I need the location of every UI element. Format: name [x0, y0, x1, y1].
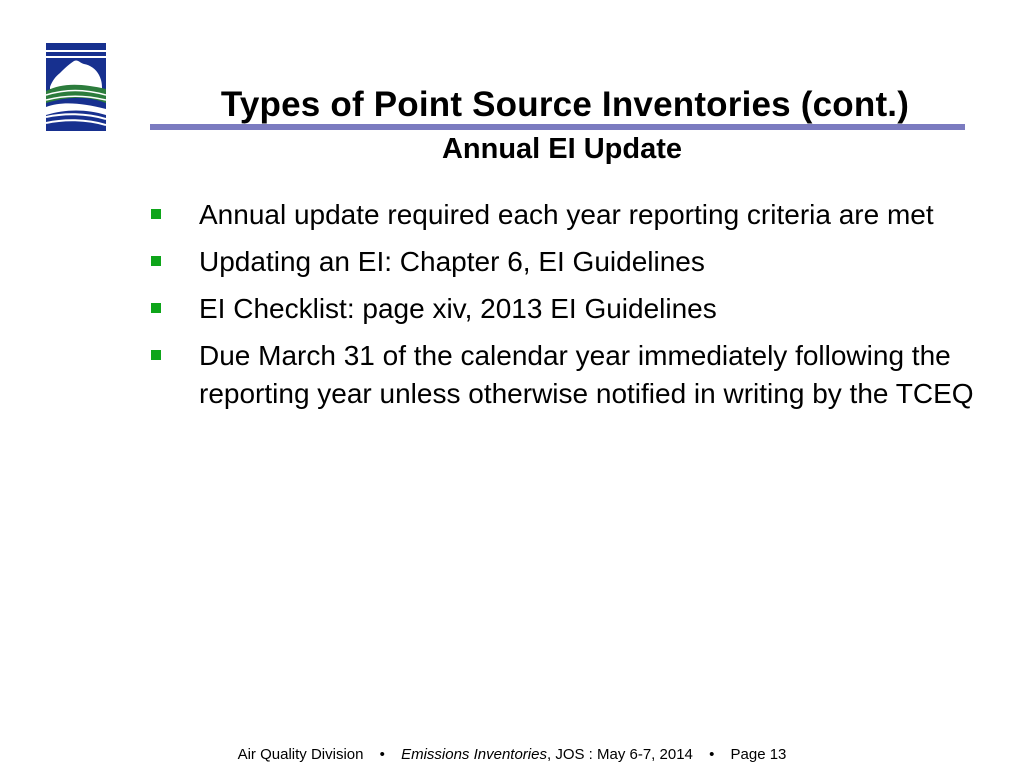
bullet-list — [146, 196, 976, 422]
footer-division: Air Quality Division — [237, 746, 364, 763]
list-item — [146, 337, 976, 413]
bullet-text: Annual update required each year reporting criteria are met — [199, 199, 934, 230]
footer-separator: • — [709, 746, 715, 763]
title-underline — [150, 124, 965, 130]
slide-footer — [0, 745, 1024, 765]
bullet-text: Due March 31 of the calendar year immediately following the reporting year unless otherwise notified in writing by the TCEQ — [199, 340, 974, 409]
square-bullet-icon — [151, 209, 161, 219]
footer-page-number: Page 13 — [730, 746, 787, 763]
slide-subtitle: Annual EI Update — [441, 133, 683, 165]
list-item — [146, 290, 976, 328]
list-item — [146, 196, 976, 234]
bullet-text: Updating an EI: Chapter 6, EI Guidelines — [199, 246, 705, 277]
footer-separator: • — [379, 746, 385, 763]
footer-course-title: Emissions Inventories — [401, 746, 547, 763]
square-bullet-icon — [151, 350, 161, 360]
footer-course-detail: , JOS : May 6-7, 2014 — [546, 746, 693, 763]
square-bullet-icon — [151, 256, 161, 266]
bullet-text: EI Checklist: page xiv, 2013 EI Guidelines — [199, 293, 717, 324]
square-bullet-icon — [151, 303, 161, 313]
list-item — [146, 243, 976, 281]
tceq-logo-icon — [46, 43, 106, 131]
slide-title: Types of Point Source Inventories (cont.) — [220, 85, 910, 124]
